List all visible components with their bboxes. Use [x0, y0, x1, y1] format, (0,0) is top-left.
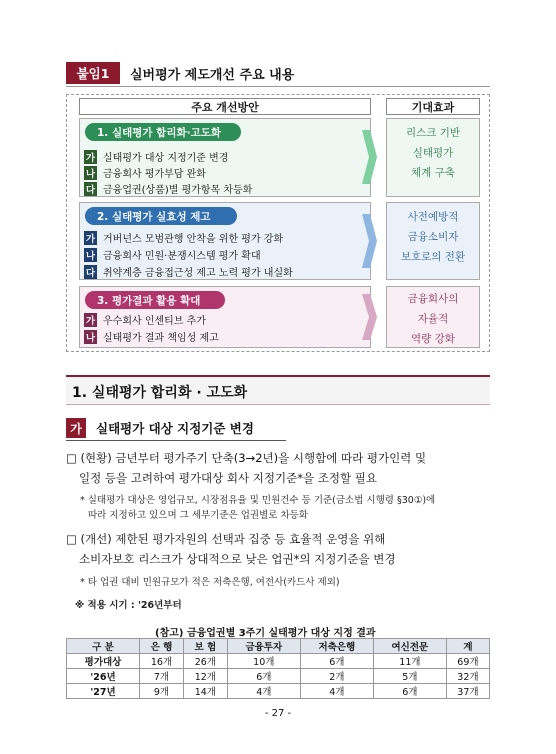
- table-header-row: 구 분 은 행 보 험 금융투자 저축은행 여신전문 계: [67, 639, 490, 654]
- effect-column-header: 기대효과: [386, 98, 480, 115]
- table-row: '27년 9개 14개 4개 4개 6개 37개: [67, 684, 490, 699]
- group-1-panel: [79, 118, 371, 197]
- attachment-badge: 붙임1: [66, 62, 120, 84]
- table-title: (참고) 금융업권별 3주기 실태평가 대상 지정 결과: [155, 628, 376, 639]
- group-2-title: 2. 실태평가 실효성 제고: [85, 207, 237, 225]
- current-status-paragraph: □ (현황) 금년부터 평가주기 단축(3→2년)을 시행함에 따라 평가인력 및 일정 등을 고려하여 평가대상 회사 지정기준*을 조정할 필요: [66, 451, 427, 485]
- page-title: 실버평가 제도개선 주요 내용: [130, 68, 295, 83]
- group-3-title: 3. 평가결과 활용 확대: [85, 291, 225, 309]
- effect-3-box: 금융회사의 자율적 역량 강화: [386, 286, 480, 348]
- group-2-item: 다 취약계층 금융접근성 제고 노력 평가 내실화: [84, 264, 293, 279]
- table-row: '26년 7개 12개 6개 2개 5개 32개: [67, 669, 490, 684]
- group-1-title: 1. 실태평가 합리화·고도화: [85, 123, 241, 141]
- title-rule: [66, 86, 490, 87]
- group-2-item: 나 금융회사 민원·분쟁시스템 평가 확대: [84, 247, 261, 262]
- chevron-right-icon: [360, 128, 378, 186]
- section-title: 1. 실태평가 합리화 · 고도화: [72, 385, 248, 401]
- effect-2-box: 사전예방적 금융소비자 보호로의 전환: [386, 202, 480, 280]
- improvement-column-header: 주요 개선방안: [79, 98, 371, 115]
- effect-1-box: 리스크 기반 실태평가 체계 구축: [386, 118, 480, 197]
- subsection-badge: 가: [66, 418, 86, 438]
- chevron-right-icon: [360, 212, 378, 270]
- subsection-rule: [66, 440, 286, 441]
- table-row: 평가대상 16개 26개 10개 6개 11개 69개: [67, 654, 490, 669]
- group-3-item: 나 실태평가 결과 책임성 제고: [84, 329, 219, 344]
- group-3-item: 가 우수회사 인센티브 추가: [84, 312, 206, 327]
- footnote-2: * 타 업권 대비 민원규모가 적은 저축은행, 여전사(카드사 제외): [80, 577, 340, 588]
- group-2-item: 가 거버넌스 모범관행 안착을 위한 평가 강화: [84, 230, 283, 245]
- group-1-item: 다 금융업권(상품)별 평가항목 차등화: [84, 181, 252, 196]
- footnote-1: * 실태평가 대상은 영업규모, 시장점유율 및 민원건수 등 기준(금소법 시행령 §30①)에 따라 지정하고 있으며 그 세부기준은 업권별로 차등화: [80, 495, 436, 521]
- group-1-item: 나 금융회사 평가부담 완화: [84, 165, 206, 180]
- group-1-item: 가 실태평가 대상 지정기준 변경: [84, 149, 228, 164]
- designation-results-table: [66, 638, 490, 699]
- improvement-paragraph: □ (개선) 제한된 평가자원의 선택과 집중 등 효율적 운영을 위해 소비자보호 리스크가 상대적으로 낮은 업권*의 지정기준을 변경: [66, 532, 396, 566]
- group-2-panel: [79, 202, 371, 280]
- page-number: - 27 -: [264, 708, 292, 719]
- chevron-right-icon: [360, 292, 378, 342]
- subsection-title: 실태평가 대상 지정기준 변경: [96, 421, 254, 436]
- group-3-panel: [79, 286, 371, 348]
- apply-date-note: ※ 적용 시기 : '26년부터: [75, 600, 182, 611]
